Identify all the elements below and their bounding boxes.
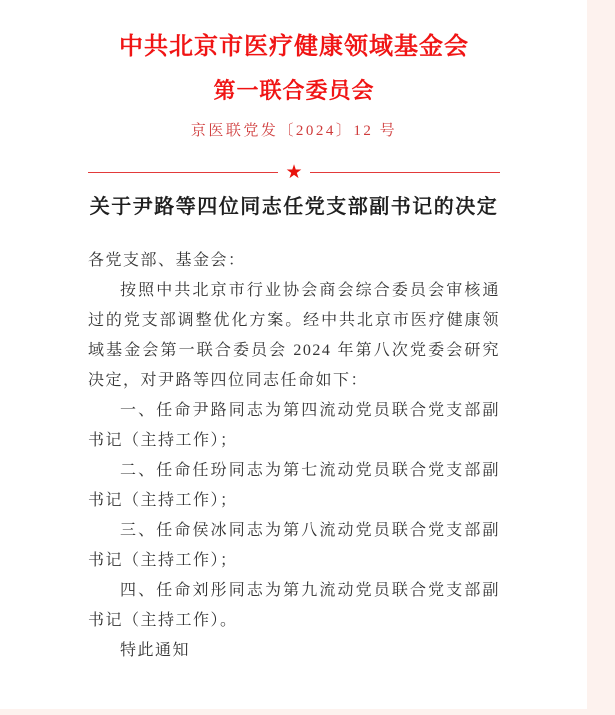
appointment-item-1: 一、任命尹路同志为第四流动党员联合党支部副书记（主持工作）； xyxy=(88,402,500,449)
intro-paragraph: 按照中共北京市行业协会商会综合委员会审核通过的党支部调整优化方案。经中共北京市医疗健康领域基金会第一联合委员会 2024 年第八次党委会研究决定，对尹路等四位同志任命如下： xyxy=(88,282,500,389)
appointment-item-2: 二、任命任玢同志为第七流动党员联合党支部副书记（主持工作）； xyxy=(88,462,500,509)
issuing-org-name-line2: 第一联合委员会 xyxy=(213,78,375,103)
document-reference-number: 京医联党发〔2024〕12 号 xyxy=(190,123,398,139)
red-header-divider xyxy=(88,163,500,182)
divider-rule-left xyxy=(88,172,278,173)
document-body xyxy=(88,246,500,666)
appointment-item-4: 四、任命刘彤同志为第九流动党员联合党支部副书记（主持工作）。 xyxy=(88,582,500,629)
document-content xyxy=(0,33,587,666)
divider-rule-right xyxy=(310,172,500,173)
salutation-line: 各党支部、基金会： xyxy=(88,252,246,269)
star-icon: ★ xyxy=(285,162,303,183)
issuing-org-name-line1: 中共北京市医疗健康领域基金会 xyxy=(119,33,469,60)
closing-line: 特此通知 xyxy=(120,642,191,659)
document-title: 关于尹路等四位同志任党支部副书记的决定 xyxy=(89,196,499,218)
appointment-item-3: 三、任命侯冰同志为第八流动党员联合党支部副书记（主持工作）； xyxy=(88,522,500,569)
